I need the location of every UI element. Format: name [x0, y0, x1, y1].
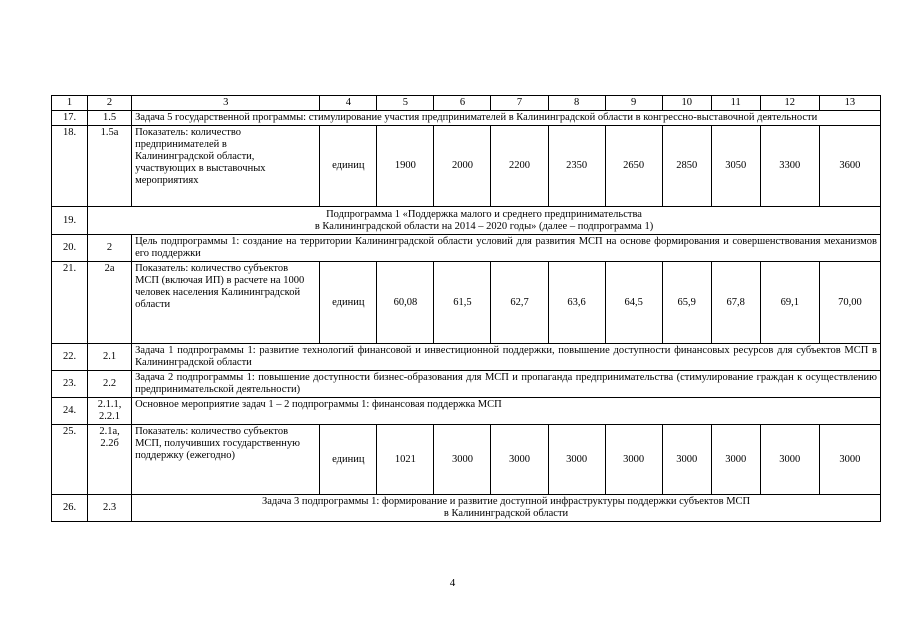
task-title-line: Задача 3 подпрограммы 1: формирование и развитие доступной инфраструктуры поддержки субъектов МСП	[261, 496, 751, 507]
table-row	[52, 111, 881, 126]
value-cell: 3000	[548, 425, 605, 495]
indicator-text: Показатель: количество предпринимателей в Калининградской области, участвующих в выставочных мероприятиях	[132, 126, 320, 207]
row-number: 20.	[52, 235, 88, 262]
row-code	[88, 425, 132, 495]
value-cell: 65,9	[662, 262, 711, 344]
table-row	[52, 235, 881, 262]
table-row	[52, 398, 881, 425]
row-code: 2	[88, 235, 132, 262]
table-row	[52, 207, 881, 235]
value-cell: 62,7	[491, 262, 548, 344]
table-row	[52, 262, 881, 344]
value-cell: 3000	[434, 425, 491, 495]
header-cell: 13	[819, 96, 880, 111]
indicator-text: Показатель: количество субъектов МСП (включая ИП) в расчете на 1000 человек населения Калининградской области	[132, 262, 320, 344]
row-number: 24.	[52, 398, 88, 425]
value-cell: 3050	[711, 126, 760, 207]
subprogram-title-line: Подпрограмма 1 «Поддержка малого и среднего предпринимательства	[326, 208, 642, 220]
data-table	[51, 95, 881, 522]
header-cell: 9	[605, 96, 662, 111]
value-cell: 64,5	[605, 262, 662, 344]
value-cell: 2850	[662, 126, 711, 207]
row-number: 17.	[52, 111, 88, 126]
header-cell: 12	[760, 96, 819, 111]
value-cell: 69,1	[760, 262, 819, 344]
row-number: 25.	[52, 425, 88, 495]
value-cell: 2000	[434, 126, 491, 207]
row-code: 1.5а	[88, 126, 132, 207]
row-number: 23.	[52, 371, 88, 398]
row-number: 21.	[52, 262, 88, 344]
unit-cell: единиц	[320, 425, 377, 495]
header-row	[52, 96, 881, 111]
header-cell: 8	[548, 96, 605, 111]
unit-cell: единиц	[320, 262, 377, 344]
header-cell: 10	[662, 96, 711, 111]
row-number: 18.	[52, 126, 88, 207]
task-title	[132, 495, 881, 522]
subprogram-title	[88, 207, 881, 235]
header-cell: 3	[132, 96, 320, 111]
table-row	[52, 495, 881, 522]
indicator-text: Показатель: количество субъектов МСП, получивших государственную поддержку (ежегодно)	[132, 425, 320, 495]
row-code: 1.5	[88, 111, 132, 126]
value-cell: 2350	[548, 126, 605, 207]
row-text: Задача 5 государственной программы: стимулирование участия предпринимателей в Калининградской области в конгрессно-выставочной деятельности	[132, 111, 881, 126]
value-cell: 3300	[760, 126, 819, 207]
value-cell: 1900	[377, 126, 434, 207]
header-cell: 1	[52, 96, 88, 111]
row-number: 19.	[52, 207, 88, 235]
value-cell: 60,08	[377, 262, 434, 344]
value-cell: 67,8	[711, 262, 760, 344]
table-row	[52, 126, 881, 207]
row-code: 2.2	[88, 371, 132, 398]
row-code	[88, 398, 132, 425]
row-text: Задача 1 подпрограммы 1: развитие технологий финансовой и инвестиционной поддержки, повышение доступности финансовых ресурсов для субъектов МСП в Калининградской области	[132, 344, 881, 371]
value-cell: 3000	[662, 425, 711, 495]
value-cell: 61,5	[434, 262, 491, 344]
value-cell: 70,00	[819, 262, 880, 344]
row-text: Основное мероприятие задач 1 – 2 подпрограммы 1: финансовая поддержка МСП	[132, 398, 881, 425]
row-code-line: 2.2б	[100, 438, 119, 449]
task-title-line: в Калининградской области	[443, 508, 569, 519]
row-number: 26.	[52, 495, 88, 522]
value-cell: 3000	[491, 425, 548, 495]
row-code: 2.1	[88, 344, 132, 371]
value-cell: 1021	[377, 425, 434, 495]
subprogram-title-line: в Калининградской области на 2014 – 2020 годы» (далее – подпрограмма 1)	[314, 220, 654, 232]
header-cell: 11	[711, 96, 760, 111]
row-code: 2а	[88, 262, 132, 344]
header-cell: 7	[491, 96, 548, 111]
header-cell: 5	[377, 96, 434, 111]
value-cell: 63,6	[548, 262, 605, 344]
row-text: Задача 2 подпрограммы 1: повышение доступности бизнес-образования для МСП и пропаганда предпринимательства (стимулирование граждан к осуществлению предпринимательской деятельности)	[132, 371, 881, 398]
header-cell: 6	[434, 96, 491, 111]
value-cell: 3000	[819, 425, 880, 495]
row-code-line: 2.1а,	[99, 426, 120, 437]
value-cell: 3600	[819, 126, 880, 207]
value-cell: 3000	[605, 425, 662, 495]
value-cell: 3000	[711, 425, 760, 495]
unit-cell: единиц	[320, 126, 377, 207]
header-cell: 2	[88, 96, 132, 111]
table-row	[52, 425, 881, 495]
row-code-line: 2.1.1,	[97, 399, 122, 410]
value-cell: 2200	[491, 126, 548, 207]
table-row	[52, 344, 881, 371]
row-code: 2.3	[88, 495, 132, 522]
row-number: 22.	[52, 344, 88, 371]
row-code-line: 2.2.1	[99, 411, 121, 422]
row-text: Цель подпрограммы 1: создание на территории Калининградской области условий для развития МСП на основе формирования и совершенствования механизмов его поддержки	[132, 235, 881, 262]
page-number: 4	[449, 577, 456, 589]
value-cell: 3000	[760, 425, 819, 495]
header-cell: 4	[320, 96, 377, 111]
value-cell: 2650	[605, 126, 662, 207]
table-row	[52, 371, 881, 398]
